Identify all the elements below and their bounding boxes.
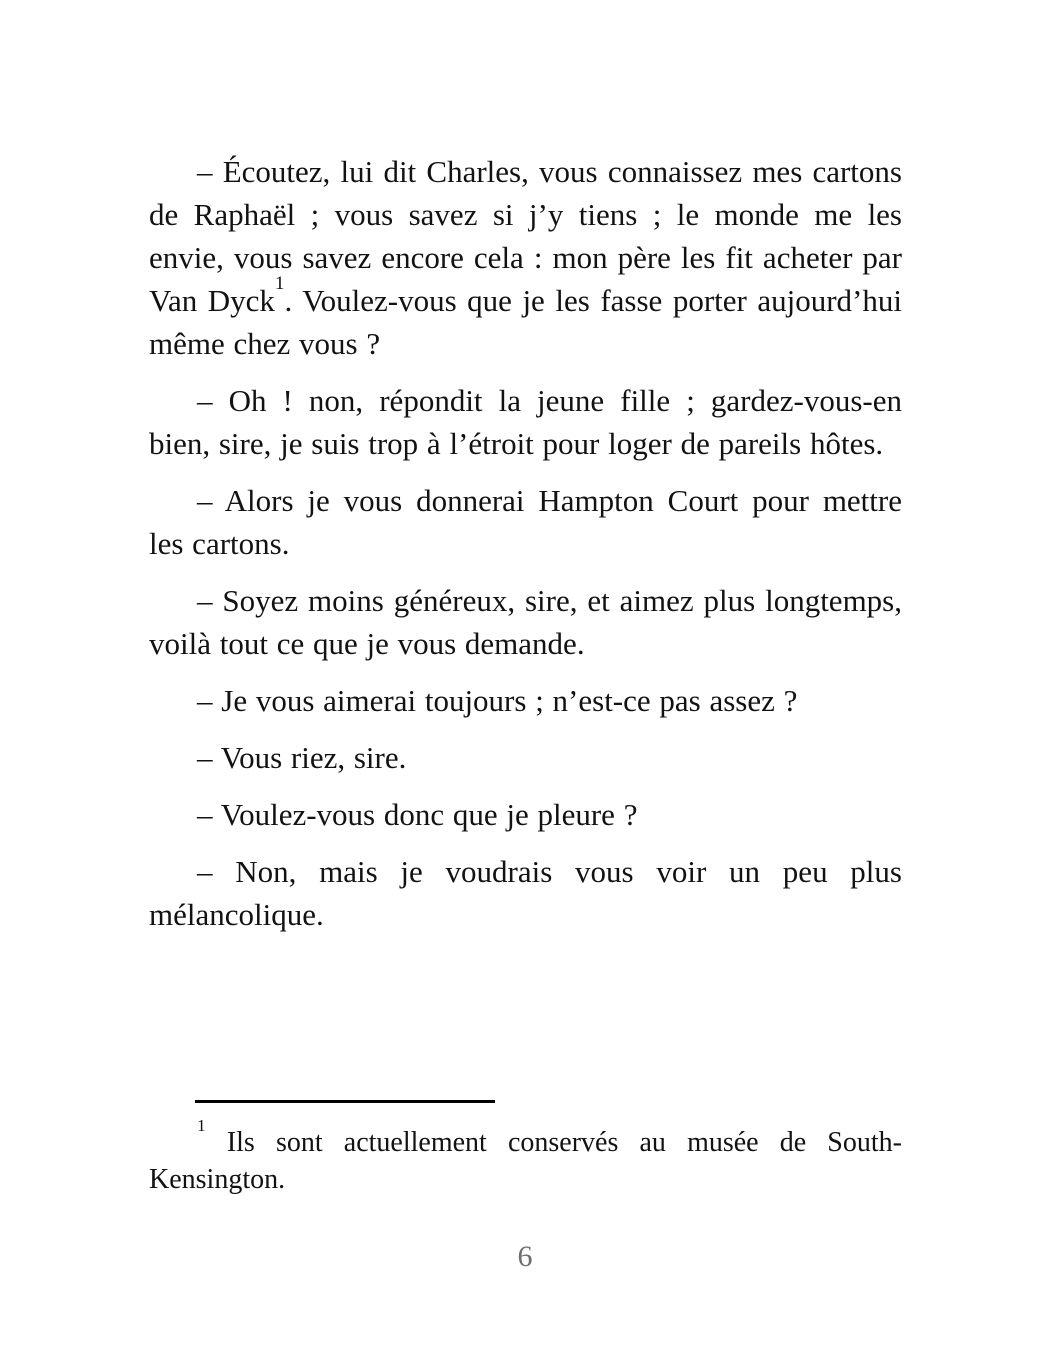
footnote-text: Ils sont actuellement conservés au musée de South-Kensington. — [149, 1127, 902, 1195]
paragraph-2: – Oh ! non, répondit la jeune fille ; gardez-vous-en bien, sire, je suis trop à l’étroit pour loger de pareils hôtes. — [149, 383, 902, 461]
page-body — [149, 150, 902, 950]
paragraph-5: – Je vous aimerai toujours ; n’est-ce pas assez ? — [197, 683, 798, 718]
paragraph-6: – Vous riez, sire. — [197, 740, 407, 775]
footnote-ref-1: 1 — [274, 273, 285, 295]
footnote-separator — [195, 1100, 495, 1103]
paragraph-1 — [149, 150, 902, 365]
paragraph-1-text-before-ref: – Écoutez, lui dit Charles, vous connaissez mes cartons de Raphaël ; vous savez si j’y tiens ; le monde me les envie, vous savez encore cela : mon père les fit acheter par Van Dyck — [149, 154, 902, 318]
paragraph-4: – Soyez moins généreux, sire, et aimez plus longtemps, voilà tout ce que je vous demande. — [149, 583, 902, 661]
paragraph-3: – Alors je vous donnerai Hampton Court pour mettre les cartons. — [149, 483, 902, 561]
footnote — [149, 1116, 902, 1198]
paragraph-8: – Non, mais je voudrais vous voir un peu plus mélancolique. — [149, 854, 902, 932]
page-number: 6 — [517, 1240, 533, 1273]
footnote-marker: 1 — [197, 1116, 206, 1136]
paragraph-1-text-after-ref: . Voulez-vous que je les fasse porter aujourd’hui même chez vous ? — [149, 283, 902, 361]
paragraph-7: – Voulez-vous donc que je pleure ? — [197, 797, 638, 832]
